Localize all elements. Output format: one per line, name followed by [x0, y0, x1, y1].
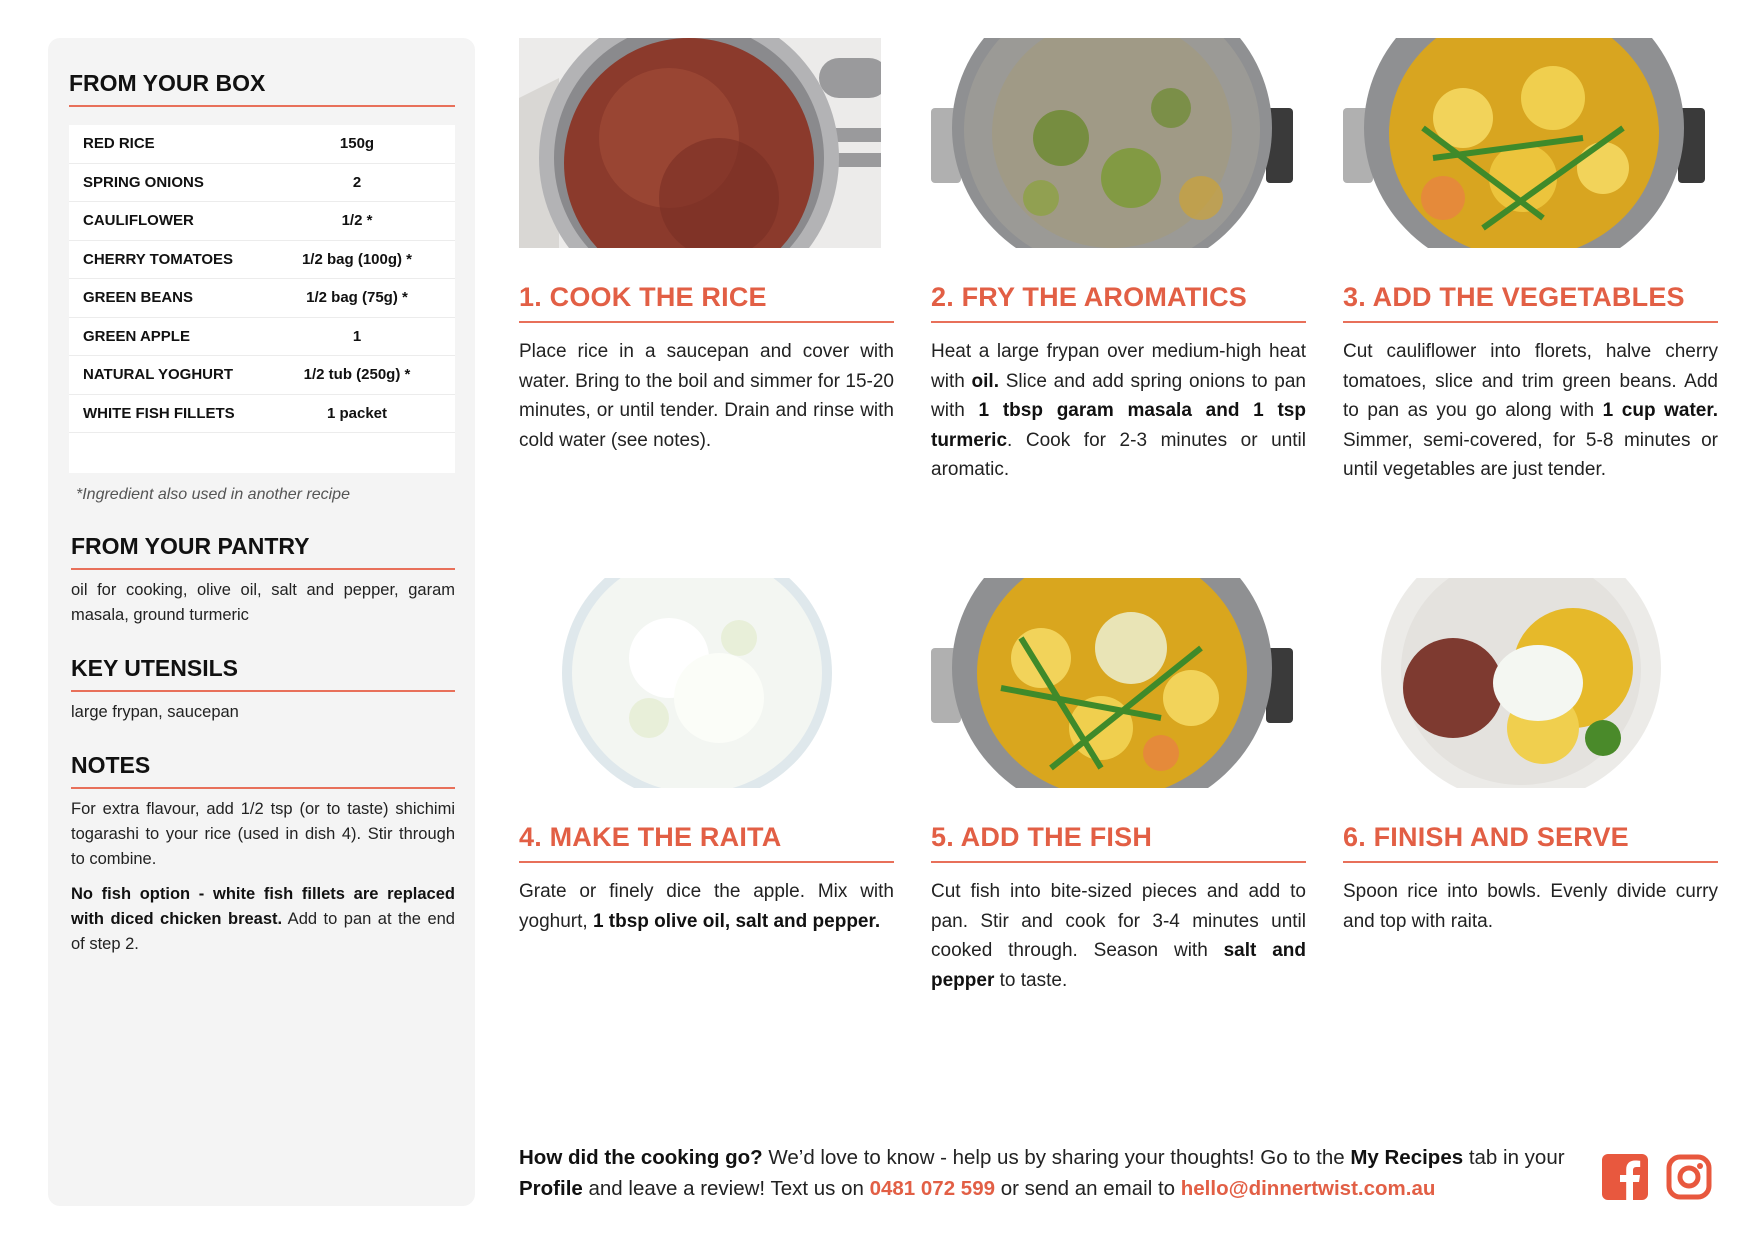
- step-6-photo: [1343, 578, 1705, 788]
- notes-bold: No fish option - white fish fillets are replaced with diced chicken breast.: [71, 885, 455, 928]
- facebook-icon[interactable]: [1602, 1154, 1648, 1200]
- step-3: [1343, 38, 1718, 485]
- step-3-text: [1343, 337, 1718, 485]
- utensils-title: KEY UTENSILS: [71, 655, 455, 692]
- ingredient-footnote: *Ingredient also used in another recipe: [76, 486, 350, 503]
- footer-text: We’d love to know - help us by sharing your thoughts! Go to the: [762, 1146, 1351, 1169]
- notes-rest: Add to pan at the end of step 2.: [71, 910, 455, 953]
- email-link[interactable]: hello@dinnertwist.com.au: [1180, 1177, 1436, 1200]
- step-5: [931, 578, 1306, 995]
- notes-paragraph: For extra flavour, add 1/2 tsp (or to taste) shichimi togarashi to your rice (used in dish 4). Stir through to combine.: [71, 800, 455, 868]
- step-4-text: [519, 877, 894, 936]
- step-text-part: Heat a large frypan over medium-high heat with: [931, 341, 1306, 392]
- ingredient-qty: 1/2 tub (250g) *: [303, 366, 411, 384]
- ingredient-row: [69, 356, 455, 395]
- footer-text: or send an email to: [995, 1177, 1181, 1200]
- step-text-part: . Cook for 2-3 minutes or until aromatic.: [931, 429, 1306, 480]
- utensils-text: large frypan, saucepan: [71, 703, 239, 721]
- ingredient-name: NATURAL YOGHURT: [83, 366, 233, 384]
- step-6-text: [1343, 877, 1718, 936]
- ingredient-row: [69, 395, 455, 434]
- step-2-title: 2. FRY THE AROMATICS: [931, 282, 1306, 323]
- my-recipes-label: My Recipes: [1350, 1146, 1464, 1169]
- notes-text: [71, 797, 455, 957]
- ingredients-sidebar: [48, 38, 475, 1206]
- step-text-part: Cut fish into bite-sized pieces and add to pan. Stir and cook for 3-4 minutes until cooked through. Season with: [931, 881, 1306, 961]
- notes-section: [71, 752, 455, 957]
- ingredient-qty: 150g: [339, 135, 375, 153]
- step-text-bold: 1 cup water.: [1602, 400, 1718, 421]
- step-text-part: Slice and add spring onions to pan with: [931, 370, 1306, 421]
- step-3-title: 3. ADD THE VEGETABLES: [1343, 282, 1718, 323]
- notes-title: NOTES: [71, 752, 455, 789]
- step-6-title: 6. FINISH AND SERVE: [1343, 822, 1718, 863]
- step-3-photo: [1343, 38, 1705, 248]
- footer-question: How did the cooking go?: [519, 1146, 763, 1169]
- footer-text: tab in your: [1463, 1146, 1565, 1169]
- ingredient-qty: 1: [352, 327, 362, 345]
- ingredient-qty: 1/2 *: [341, 212, 373, 230]
- step-text-bold: salt and pepper: [931, 940, 1306, 991]
- ingredient-name: CHERRY TOMATOES: [83, 250, 234, 268]
- ingredient-qty: 1/2 bag (75g) *: [306, 289, 408, 307]
- step-text-part: Place rice in a saucepan and cover with water. Bring to the boil and simmer for 15-20 minutes, or until tender. Drain and rinse with cold water (see notes).: [519, 341, 894, 451]
- feedback-footer: [519, 1142, 1579, 1204]
- step-2: [931, 38, 1306, 485]
- ingredient-row: [69, 125, 455, 164]
- ingredient-row: [69, 164, 455, 203]
- step-text-bold: oil.: [971, 370, 999, 392]
- step-text-part: Cut cauliflower into florets, halve cherry tomatoes, slice and trim green beans. Add to pan as you go along with: [1343, 341, 1718, 421]
- ingredient-name: GREEN APPLE: [83, 327, 190, 345]
- ingredient-name: GREEN BEANS: [83, 289, 194, 307]
- ingredient-row: [69, 318, 455, 357]
- step-5-text: [931, 877, 1306, 995]
- ingredient-qty: 1/2 bag (100g) *: [301, 250, 413, 268]
- step-text-bold: 1 tbsp olive oil, salt and pepper.: [592, 910, 881, 932]
- step-text-part: Grate or finely dice the apple. Mix with yoghurt,: [519, 881, 894, 932]
- pantry-title: FROM YOUR PANTRY: [71, 533, 455, 570]
- step-4-title: 4. MAKE THE RAITA: [519, 822, 894, 863]
- step-6: [1343, 578, 1718, 936]
- step-1-text: [519, 337, 894, 455]
- step-5-photo: [931, 578, 1293, 788]
- notes-paragraph: [71, 882, 455, 957]
- ingredient-name: CAULIFLOWER: [83, 212, 194, 230]
- instagram-icon[interactable]: [1666, 1154, 1712, 1200]
- step-1-photo: [519, 38, 881, 248]
- step-2-photo: [931, 38, 1293, 248]
- from-your-box-title: FROM YOUR BOX: [69, 70, 455, 107]
- phone-link[interactable]: 0481 072 599: [869, 1177, 995, 1200]
- ingredients-table: [69, 125, 455, 473]
- step-text-part: Spoon rice into bowls. Evenly divide curry and top with raita.: [1343, 881, 1718, 932]
- step-text-part: Simmer, semi-covered, for 5-8 minutes or until vegetables are just tender.: [1343, 429, 1718, 480]
- pantry-section: [71, 533, 455, 628]
- ingredient-name: WHITE FISH FILLETS: [83, 404, 235, 422]
- step-2-text: [931, 337, 1306, 485]
- step-4-photo: [519, 578, 881, 788]
- ingredient-row: [69, 241, 455, 280]
- step-1-title: 1. COOK THE RICE: [519, 282, 894, 323]
- step-text-part: to taste.: [994, 969, 1068, 991]
- step-text-bold: 1 tbsp garam masala and 1 tsp turmeric: [931, 400, 1306, 451]
- profile-label: Profile: [519, 1177, 583, 1200]
- step-4: [519, 578, 894, 936]
- footer-text: and leave a review! Text us on: [582, 1177, 870, 1200]
- step-5-title: 5. ADD THE FISH: [931, 822, 1306, 863]
- ingredient-name: RED RICE: [83, 135, 155, 153]
- step-1: [519, 38, 894, 455]
- ingredient-qty: 2: [352, 173, 362, 191]
- ingredient-name: SPRING ONIONS: [83, 173, 204, 191]
- ingredient-row: [69, 279, 455, 318]
- utensils-section: [71, 655, 455, 725]
- ingredient-row: [69, 202, 455, 241]
- ingredient-qty: 1 packet: [326, 404, 388, 422]
- pantry-text: oil for cooking, olive oil, salt and pepper, garam masala, ground turmeric: [71, 581, 455, 624]
